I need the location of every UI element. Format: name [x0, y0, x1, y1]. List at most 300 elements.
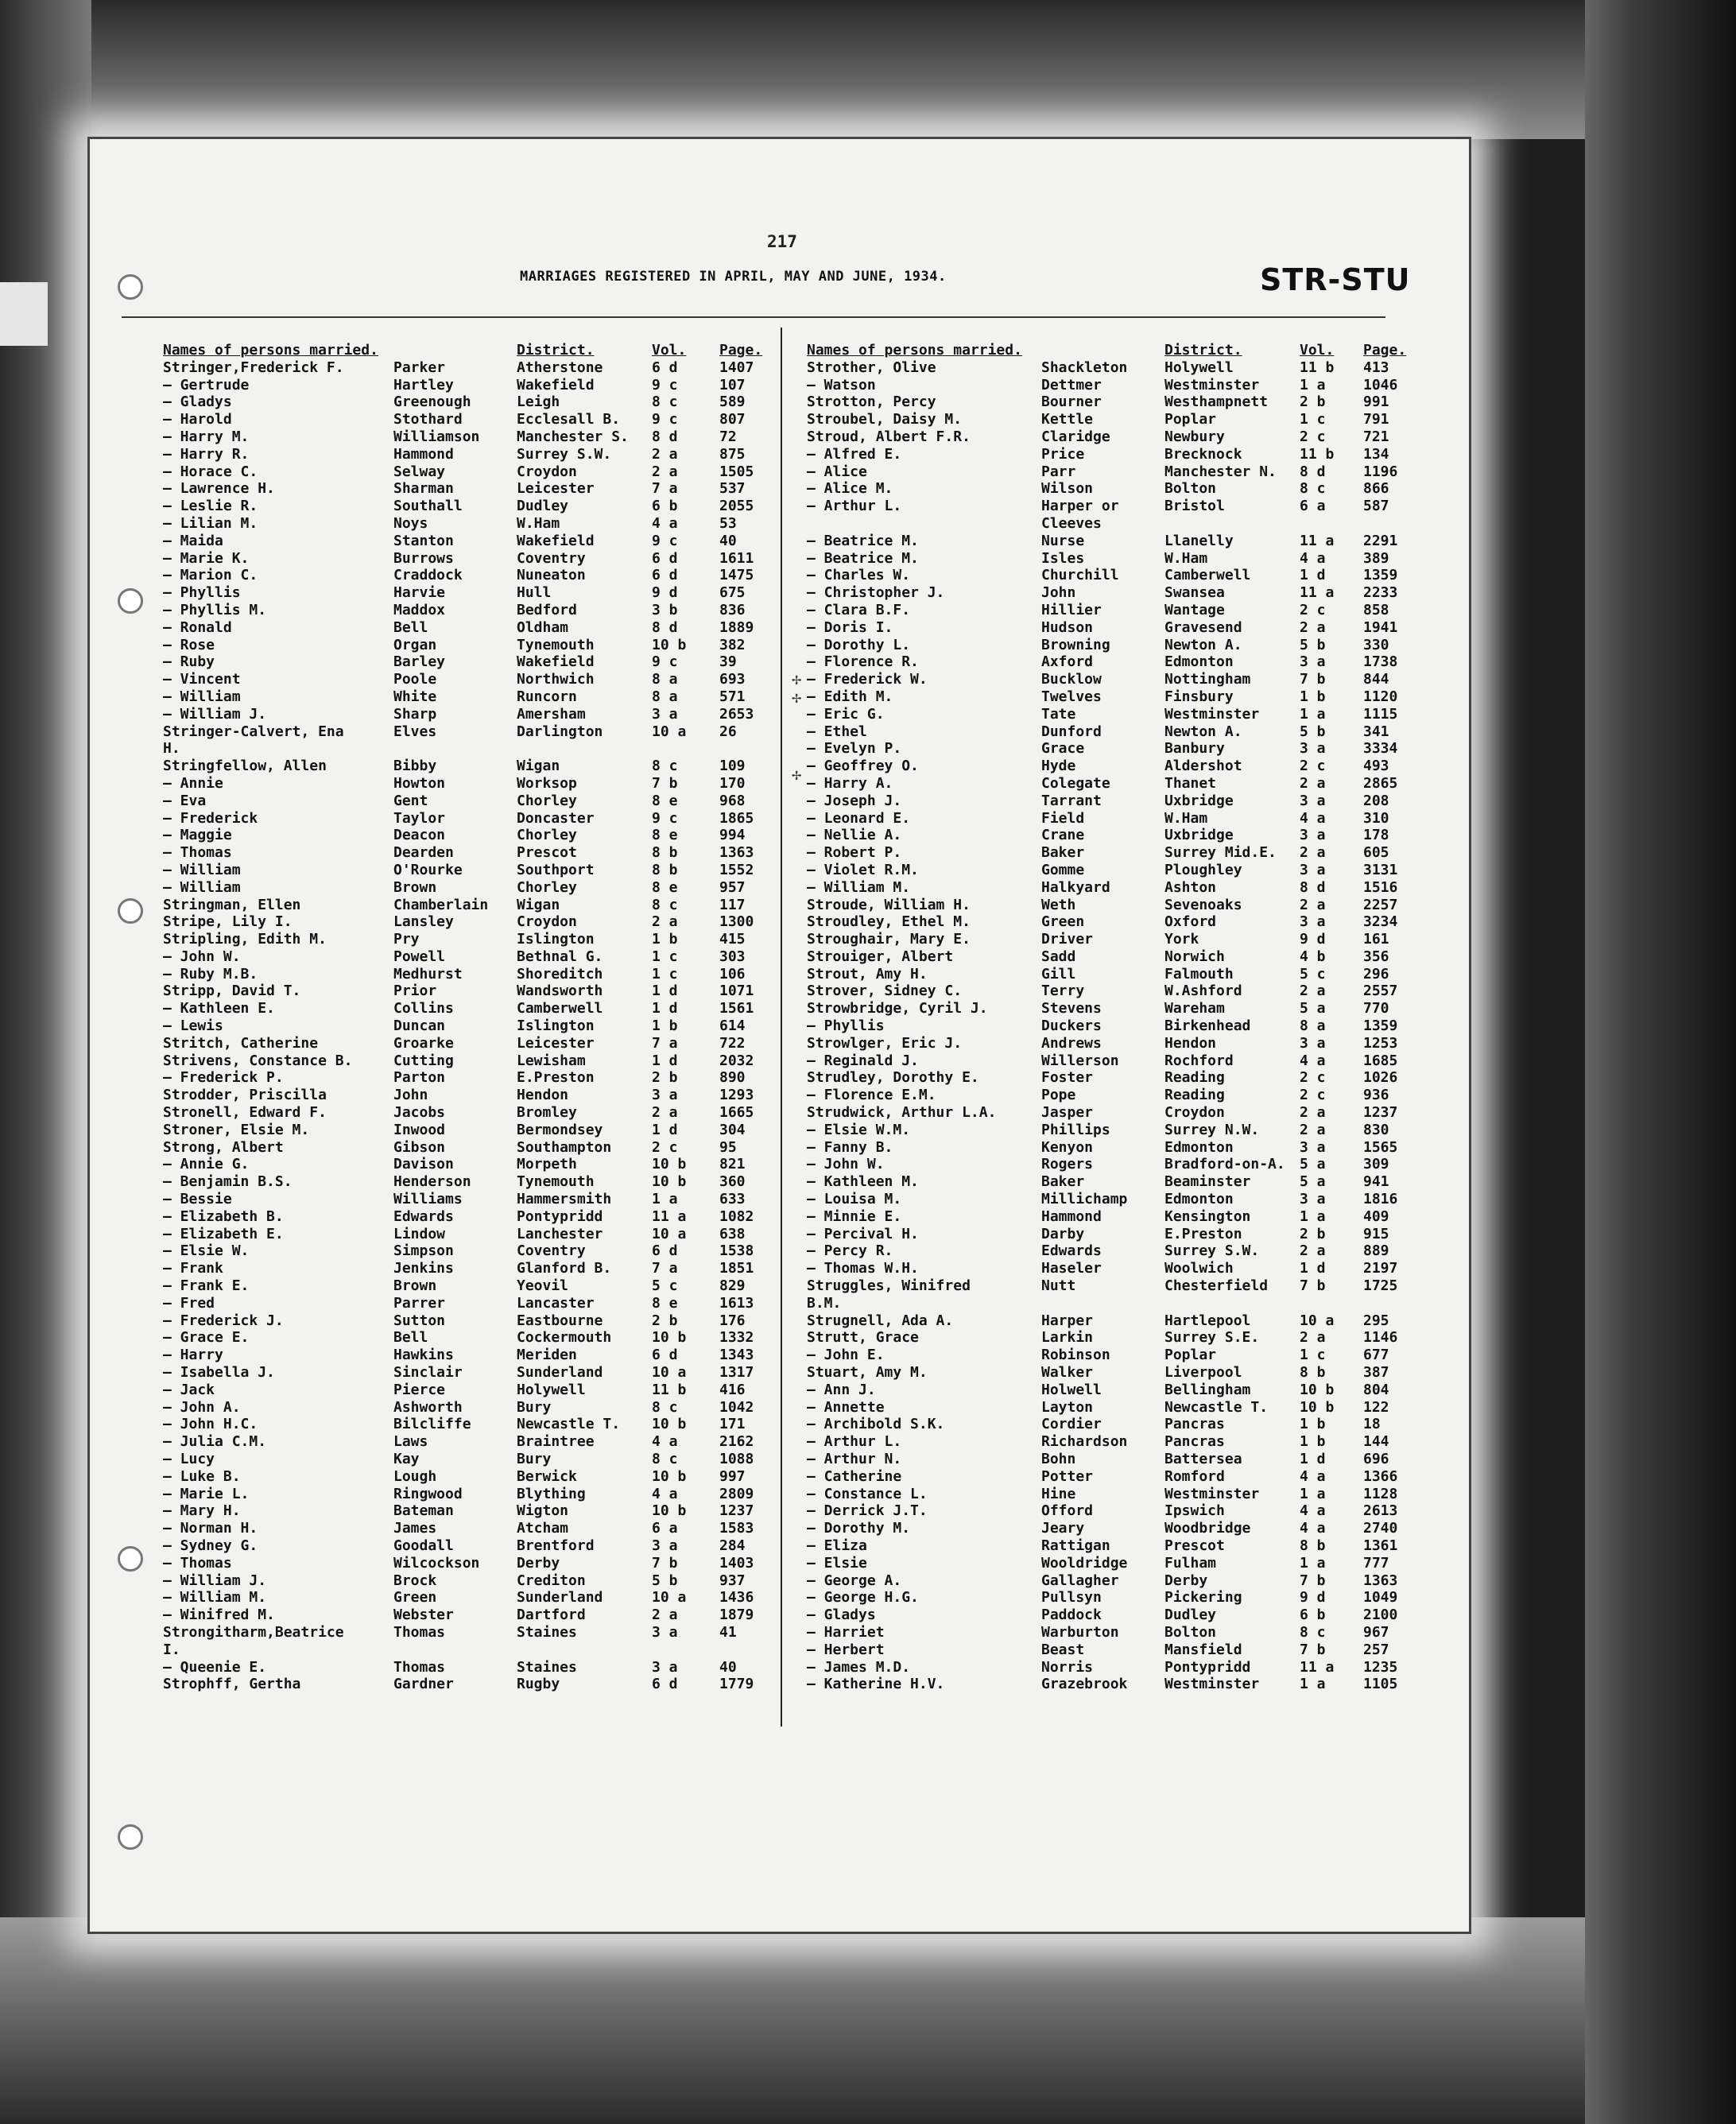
entry-district: Yeovil — [517, 1277, 569, 1295]
entry-page-ref: 890 — [719, 1069, 746, 1087]
entry-name: — Derrick J.T. — [807, 1502, 928, 1520]
entry-page-ref: 171 — [719, 1416, 746, 1433]
entry-page-ref: 1363 — [1363, 1572, 1398, 1589]
entry-spouse-surname: Brown — [393, 1277, 437, 1295]
entry-spouse-surname: O'Rourke — [393, 861, 463, 878]
entry-page-ref: 1146 — [1363, 1329, 1398, 1347]
entry-district: Ecclesall B. — [517, 411, 621, 428]
entry-name: — Percival H. — [807, 1225, 919, 1242]
entry-district: Dartford — [517, 1607, 586, 1624]
entry-spouse-surname: Sutton — [393, 1312, 446, 1329]
entry-name: Stritch, Catherine — [163, 1034, 319, 1052]
entry-volume: 5 b — [1300, 636, 1326, 653]
entry-spouse-surname: Duckers — [1041, 1017, 1102, 1035]
entry-spouse-surname: Jenkins — [393, 1260, 454, 1277]
entry-name: — Lawrence H. — [163, 480, 275, 498]
entry-spouse-surname: Gent — [393, 792, 428, 809]
entry-spouse-surname: Field — [1041, 809, 1085, 827]
entry-district: Camberwell — [517, 1000, 603, 1017]
entry-page-ref: 997 — [719, 1467, 746, 1485]
entry-name: Strivens, Constance B. — [163, 1052, 353, 1069]
entry-volume: 2 b — [652, 1069, 678, 1087]
entry-volume: 7 b — [1300, 1641, 1326, 1658]
entry-name: — Catherine — [807, 1467, 902, 1485]
entry-name: — Louisa M. — [807, 1191, 902, 1208]
entry-district: Sevenoaks — [1164, 896, 1242, 913]
entry-spouse-surname: Hyde — [1041, 758, 1076, 775]
entry-page-ref: 284 — [719, 1537, 746, 1554]
entry-spouse-surname: Churchill — [1041, 567, 1119, 584]
entry-name: — Alice — [807, 463, 867, 480]
entry-volume: 10 b — [652, 1502, 687, 1520]
entry-name: — Ronald — [163, 618, 232, 636]
entry-page-ref: 1115 — [1363, 705, 1398, 723]
entry-district: E.Preston — [1164, 1225, 1242, 1242]
entry-spouse-surname: Gill — [1041, 965, 1076, 983]
entry-district: Shoreditch — [517, 965, 603, 983]
entry-name: — Edith M. — [807, 688, 893, 705]
entry-name: — Arthur L. — [807, 498, 902, 515]
entry-page-ref: 1865 — [719, 809, 754, 827]
entry-spouse-surname: Sinclair — [393, 1364, 463, 1382]
entry-volume: 9 c — [652, 376, 678, 393]
entry-page-ref: 605 — [1363, 844, 1389, 862]
entry-name: — Norman H. — [163, 1520, 258, 1537]
entry-page-ref: 889 — [1363, 1242, 1389, 1260]
entry-page-ref: 2653 — [719, 705, 754, 723]
entry-district: Leicester — [517, 1034, 595, 1052]
entry-page-ref: 1293 — [719, 1087, 754, 1104]
entry-name: — Gladys — [163, 393, 232, 411]
entry-spouse-surname: Collins — [393, 1000, 454, 1017]
entry-volume: 1 d — [652, 1052, 678, 1069]
entry-district: Chorley — [517, 792, 577, 809]
entry-district: Chorley — [517, 827, 577, 844]
entry-name: — Phyllis — [163, 584, 241, 602]
entry-district: Dudley — [1164, 1607, 1217, 1624]
entry-name: Stroud, Albert F.R. — [807, 428, 971, 445]
entry-district: Nottingham — [1164, 671, 1251, 688]
entry-spouse-surname: Pry — [393, 931, 420, 948]
entry-name: — Beatrice M. — [807, 549, 919, 567]
entry-name: — Leslie R. — [163, 498, 258, 515]
entry-volume: 6 b — [652, 498, 678, 515]
entry-page-ref: 1253 — [1363, 1034, 1398, 1052]
entry-spouse-surname: Groarke — [393, 1034, 454, 1052]
entry-district: Staines — [517, 1658, 577, 1676]
entry-page-ref: 1196 — [1363, 463, 1398, 480]
entry-name: — Frank — [163, 1260, 223, 1277]
entry-volume: 10 a — [652, 1225, 687, 1242]
entry-page-ref: 3131 — [1363, 861, 1398, 878]
entry-name: — Frederick W. — [807, 671, 928, 688]
entry-volume: 6 d — [652, 1676, 678, 1693]
entry-district: Darlington — [517, 723, 603, 740]
entry-page-ref: 382 — [719, 636, 746, 653]
entry-volume: 2 a — [1300, 896, 1326, 913]
entry-spouse-surname: Phillips — [1041, 1121, 1110, 1138]
entry-name: — Sydney G. — [163, 1537, 258, 1554]
entry-volume: 11 b — [652, 1381, 687, 1398]
entry-district: Sunderland — [517, 1364, 603, 1382]
entry-spouse-surname: Dettmer — [1041, 376, 1102, 393]
entry-page-ref: 836 — [719, 601, 746, 618]
entry-volume: 8 d — [1300, 878, 1326, 896]
entry-name: — Herbert — [807, 1641, 885, 1658]
entry-spouse-surname: Selway — [393, 463, 446, 480]
entry-district: Newbury — [1164, 428, 1225, 445]
entry-page-ref: 866 — [1363, 480, 1389, 498]
entry-district: York — [1164, 931, 1199, 948]
entry-volume: 1 a — [1300, 1554, 1326, 1572]
entry-spouse-surname: Layton — [1041, 1398, 1094, 1416]
entry-name: Strout, Amy H. — [807, 965, 928, 983]
entry-district: Westminster — [1164, 376, 1260, 393]
entry-spouse-surname: Cutting — [393, 1052, 454, 1069]
entry-spouse-surname: Cleeves — [1041, 514, 1102, 532]
entry-spouse-surname: Rogers — [1041, 1156, 1094, 1173]
entry-spouse-surname: Barley — [393, 653, 446, 671]
entry-volume: 2 c — [1300, 1069, 1326, 1087]
entry-volume: 1 b — [652, 931, 678, 948]
entry-name: — Harriet — [807, 1623, 885, 1641]
entry-volume: 9 c — [652, 809, 678, 827]
entry-name: Stuart, Amy M. — [807, 1364, 928, 1382]
entry-page-ref: 844 — [1363, 671, 1389, 688]
entry-spouse-surname: John — [1041, 584, 1076, 602]
entry-volume: 1 a — [1300, 376, 1326, 393]
entry-spouse-surname: Willerson — [1041, 1052, 1119, 1069]
entry-page-ref: 1475 — [719, 567, 754, 584]
entry-page-ref: 791 — [1363, 411, 1389, 428]
entry-page-ref: 304 — [719, 1121, 746, 1138]
entry-page-ref: 722 — [719, 1034, 746, 1052]
entry-volume: 1 a — [1300, 1207, 1326, 1225]
column-divider — [781, 328, 782, 1727]
entry-volume: 2 a — [652, 445, 678, 463]
entry-volume: 4 a — [1300, 1502, 1326, 1520]
entry-page-ref: 633 — [719, 1191, 746, 1208]
entry-district: Coventry — [517, 549, 586, 567]
entry-page-ref: 675 — [719, 584, 746, 602]
entry-district: Nuneaton — [517, 567, 586, 584]
entry-page-ref: 967 — [1363, 1623, 1389, 1641]
entry-page-ref: 770 — [1363, 1000, 1389, 1017]
entry-page-ref: 310 — [1363, 809, 1389, 827]
entry-name: — Mary H. — [163, 1502, 241, 1520]
entry-volume: 5 a — [1300, 1173, 1326, 1191]
entry-district: Bradford-on-A. — [1164, 1156, 1285, 1173]
entry-district: Westhampnett — [1164, 393, 1269, 411]
punch-hole — [118, 898, 143, 924]
entry-name: — William M. — [807, 878, 911, 896]
entry-volume: 10 b — [1300, 1381, 1335, 1398]
entry-page-ref: 1105 — [1363, 1676, 1398, 1693]
entry-spouse-surname: Driver — [1041, 931, 1094, 948]
header-vol: Vol. — [652, 342, 687, 359]
entry-district: Wantage — [1164, 601, 1225, 618]
entry-page-ref: 2100 — [1363, 1607, 1398, 1624]
entry-district: W.Ham — [1164, 549, 1208, 567]
entry-spouse-surname: Harper or — [1041, 498, 1119, 515]
entry-spouse-surname: White — [393, 688, 437, 705]
entry-spouse-surname: Williamson — [393, 428, 480, 445]
entry-volume: 9 d — [1300, 1589, 1326, 1607]
entry-volume: 2 c — [1300, 758, 1326, 775]
entry-spouse-surname: James — [393, 1520, 437, 1537]
entry-spouse-surname: Bibby — [393, 758, 437, 775]
entry-district: Newcastle T. — [1164, 1398, 1269, 1416]
entry-name: Struggles, Winifred — [807, 1277, 971, 1295]
entry-name: — Frank E. — [163, 1277, 250, 1295]
entry-volume: 11 b — [1300, 359, 1335, 376]
entry-spouse-surname: Stevens — [1041, 1000, 1102, 1017]
entry-name: — Harry R. — [163, 445, 250, 463]
entry-district: Uxbridge — [1164, 792, 1234, 809]
entry-name: — Dorothy M. — [807, 1520, 911, 1537]
entry-name: — Phyllis — [807, 1017, 885, 1035]
entry-page-ref: 26 — [719, 723, 737, 740]
entry-page-ref: 413 — [1363, 359, 1389, 376]
entry-spouse-surname: Sharman — [393, 480, 454, 498]
entry-page-ref: 1071 — [719, 983, 754, 1000]
entry-district: Doncaster — [517, 809, 595, 827]
entry-spouse-surname: Howton — [393, 774, 446, 792]
entry-page-ref: 2162 — [719, 1433, 754, 1451]
entry-spouse-surname: Paddock — [1041, 1607, 1102, 1624]
entry-name: Stripling, Edith M. — [163, 931, 327, 948]
entry-page-ref: 1407 — [719, 359, 754, 376]
entry-name: — Joseph J. — [807, 792, 902, 809]
entry-name: Strover, Sidney C. — [807, 983, 963, 1000]
entry-volume: 5 c — [1300, 965, 1326, 983]
entry-name: — John W. — [163, 948, 241, 965]
entry-name: — Isabella J. — [163, 1364, 275, 1382]
entry-name: — Florence E.M. — [807, 1087, 936, 1104]
entry-name: — Minnie E. — [807, 1207, 902, 1225]
entry-spouse-surname: Bourner — [1041, 393, 1102, 411]
entry-page-ref: 537 — [719, 480, 746, 498]
entry-page-ref: 991 — [1363, 393, 1389, 411]
entry-page-ref: 144 — [1363, 1433, 1389, 1451]
entry-spouse-surname: Ringwood — [393, 1485, 463, 1502]
entry-name: — Elsie W. — [163, 1242, 250, 1260]
entry-spouse-surname: Craddock — [393, 567, 463, 584]
entry-page-ref: 409 — [1363, 1207, 1389, 1225]
entry-district: Edmonton — [1164, 1138, 1234, 1156]
entry-volume: 2 a — [1300, 1104, 1326, 1122]
entry-spouse-surname: Dunford — [1041, 723, 1102, 740]
entry-page-ref: 1332 — [719, 1329, 754, 1347]
entry-volume: 9 d — [652, 584, 678, 602]
entry-page-ref: 341 — [1363, 723, 1389, 740]
entry-volume: 3 a — [652, 705, 678, 723]
entry-name: — Gladys — [807, 1607, 876, 1624]
entry-page-ref: 677 — [1363, 1347, 1389, 1364]
entry-volume: 10 b — [652, 1156, 687, 1173]
entry-spouse-surname: Medhurst — [393, 965, 463, 983]
entry-district: Manchester S. — [517, 428, 629, 445]
entry-volume: 2 a — [1300, 1121, 1326, 1138]
entry-volume: 2 b — [652, 1312, 678, 1329]
entry-name: — Elsie — [807, 1554, 867, 1572]
entry-page-ref: 41 — [719, 1623, 737, 1641]
entry-name: Strutt, Grace — [807, 1329, 919, 1347]
entry-name: Strong, Albert — [163, 1138, 284, 1156]
entry-district: Ashton — [1164, 878, 1217, 896]
entry-spouse-surname: Richardson — [1041, 1433, 1128, 1451]
entry-name: — Alice M. — [807, 480, 893, 498]
entry-page-ref: 3334 — [1363, 740, 1398, 758]
entry-page-ref: 1611 — [719, 549, 754, 567]
entry-volume: 7 b — [652, 774, 678, 792]
entry-page-ref: 941 — [1363, 1173, 1389, 1191]
entry-spouse-surname: Thomas — [393, 1658, 446, 1676]
entry-district: Surrey Mid.E. — [1164, 844, 1277, 862]
entry-spouse-surname: Hammond — [1041, 1207, 1102, 1225]
entry-page-ref: 1403 — [719, 1554, 754, 1572]
entry-district: Croydon — [517, 463, 577, 480]
entry-district: Oldham — [517, 618, 569, 636]
entry-district: Bolton — [1164, 1623, 1217, 1641]
entry-name: — Percy R. — [807, 1242, 893, 1260]
entry-volume: 6 d — [652, 567, 678, 584]
entry-name: — William J. — [163, 705, 267, 723]
entry-volume: 9 c — [652, 653, 678, 671]
entry-name: Strugnell, Ada A. — [807, 1312, 954, 1329]
entry-page-ref: 170 — [719, 774, 746, 792]
entry-name: — Julia C.M. — [163, 1433, 267, 1451]
entry-district: Pickering — [1164, 1589, 1242, 1607]
entry-spouse-surname: Noys — [393, 514, 428, 532]
entry-volume: 11 a — [652, 1207, 687, 1225]
entry-volume: 1 b — [1300, 1416, 1326, 1433]
entry-spouse-surname: Hawkins — [393, 1347, 454, 1364]
entry-district: W.Ashford — [1164, 983, 1242, 1000]
entry-name: — Frederick J. — [163, 1312, 284, 1329]
entry-page-ref: 1049 — [1363, 1589, 1398, 1607]
entry-page-ref: 830 — [1363, 1121, 1389, 1138]
entry-spouse-surname: Inwood — [393, 1121, 446, 1138]
entry-page-ref: 2233 — [1363, 584, 1398, 602]
entry-name: — James M.D. — [807, 1658, 911, 1676]
entry-page-ref: 176 — [719, 1312, 746, 1329]
entry-spouse-surname: Bell — [393, 1329, 428, 1347]
entry-district: Bristol — [1164, 498, 1225, 515]
entry-name: — Lilian M. — [163, 514, 258, 532]
entry-volume: 3 a — [1300, 827, 1326, 844]
entry-spouse-surname: Parton — [393, 1069, 446, 1087]
entry-name: — Nellie A. — [807, 827, 902, 844]
entry-volume: 1 c — [1300, 411, 1326, 428]
entry-district: Northwich — [517, 671, 595, 688]
entry-spouse-surname: Parker — [393, 359, 446, 376]
entry-page-ref: 1583 — [719, 1520, 754, 1537]
entry-spouse-surname: Cordier — [1041, 1416, 1102, 1433]
entry-spouse-surname: Green — [393, 1589, 437, 1607]
entry-volume: 3 a — [652, 1537, 678, 1554]
entry-district: Poplar — [1164, 1347, 1217, 1364]
entry-spouse-surname: Taylor — [393, 809, 446, 827]
film-border-top — [0, 0, 1736, 139]
entry-page-ref: 2613 — [1363, 1502, 1398, 1520]
entry-volume: 8 e — [652, 792, 678, 809]
entry-district: Banbury — [1164, 740, 1225, 758]
entry-spouse-surname: Pullsyn — [1041, 1589, 1102, 1607]
entry-volume: 2 a — [652, 1607, 678, 1624]
entry-district: Woodbridge — [1164, 1520, 1251, 1537]
entry-district: Reading — [1164, 1087, 1225, 1104]
entry-district: Crediton — [517, 1572, 586, 1589]
entry-district: Chesterfield — [1164, 1277, 1269, 1295]
entry-volume: 2 a — [652, 913, 678, 931]
entry-district: Newton A. — [1164, 636, 1242, 653]
entry-page-ref: 1235 — [1363, 1658, 1398, 1676]
entry-district: Ploughley — [1164, 861, 1242, 878]
entry-district: Rugby — [517, 1676, 560, 1693]
entry-district: Morpeth — [517, 1156, 577, 1173]
entry-page-ref: 72 — [719, 428, 737, 445]
entry-volume: 4 a — [1300, 1052, 1326, 1069]
entry-page-ref: 387 — [1363, 1364, 1389, 1382]
entry-volume: 2 a — [1300, 1329, 1326, 1347]
entry-spouse-surname: Hine — [1041, 1485, 1076, 1502]
entry-name: — Phyllis M. — [163, 601, 267, 618]
entry-name: — William M. — [163, 1589, 267, 1607]
entry-district: Pontypridd — [1164, 1658, 1251, 1676]
entry-spouse-surname: Chamberlain — [393, 896, 489, 913]
entry-page-ref: 936 — [1363, 1087, 1389, 1104]
entry-page-ref: 614 — [719, 1017, 746, 1035]
entry-volume: 10 a — [652, 1589, 687, 1607]
entry-spouse-surname: Burrows — [393, 549, 454, 567]
entry-page-ref: 1237 — [1363, 1104, 1398, 1122]
entry-page-ref: 1088 — [719, 1451, 754, 1467]
entry-volume: 8 d — [652, 428, 678, 445]
entry-volume: 4 b — [1300, 948, 1326, 965]
entry-spouse-surname: Deacon — [393, 827, 446, 844]
entry-district: Prescot — [1164, 1537, 1225, 1554]
entry-spouse-surname: Powell — [393, 948, 446, 965]
entry-district: Birkenhead — [1164, 1017, 1251, 1035]
entry-spouse-surname: Crane — [1041, 827, 1085, 844]
entry-page-ref: 1685 — [1363, 1052, 1398, 1069]
entry-spouse-surname: Parrer — [393, 1294, 446, 1312]
entry-spouse-surname: Colegate — [1041, 774, 1110, 792]
punch-hole — [118, 1824, 143, 1850]
entry-volume: 7 b — [652, 1554, 678, 1572]
entry-spouse-surname: Isles — [1041, 549, 1085, 567]
entry-spouse-surname: Lough — [393, 1467, 437, 1485]
entry-volume: 2 a — [652, 1104, 678, 1122]
entry-spouse-surname: Bell — [393, 618, 428, 636]
entry-district: Bromley — [517, 1104, 577, 1122]
entry-spouse-surname: Lansley — [393, 913, 454, 931]
entry-volume: 6 d — [652, 549, 678, 567]
entry-name: — Frederick P. — [163, 1069, 284, 1087]
entry-page-ref: 39 — [719, 653, 737, 671]
entry-district: Staines — [517, 1623, 577, 1641]
entry-spouse-surname: Gardner — [393, 1676, 454, 1693]
entry-page-ref: 1359 — [1363, 567, 1398, 584]
entry-spouse-surname: Axford — [1041, 653, 1094, 671]
entry-name: Stringer,Frederick F. — [163, 359, 344, 376]
entry-volume: 4 a — [1300, 1520, 1326, 1537]
entry-page-ref: 1343 — [719, 1347, 754, 1364]
entry-volume: 10 a — [1300, 1312, 1335, 1329]
entry-volume: 8 b — [1300, 1537, 1326, 1554]
entry-district: W.Ham — [517, 514, 560, 532]
